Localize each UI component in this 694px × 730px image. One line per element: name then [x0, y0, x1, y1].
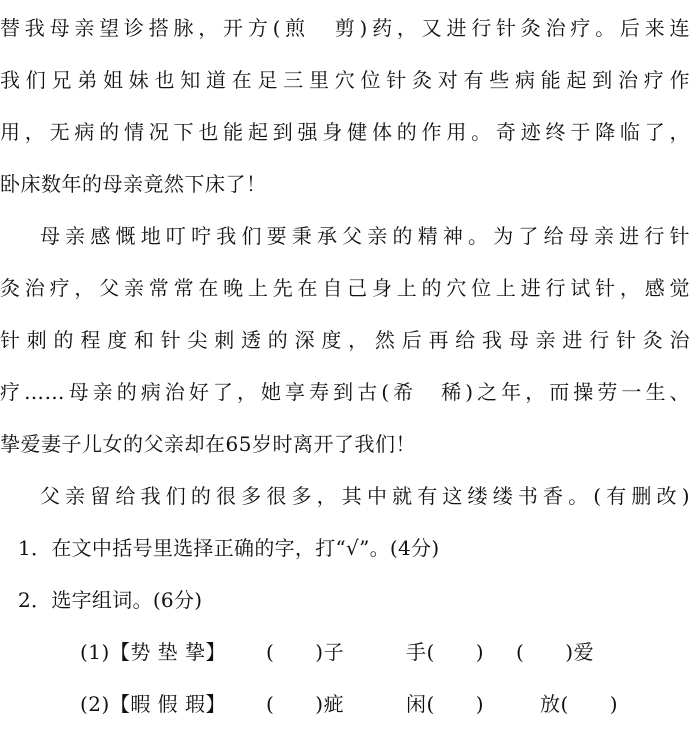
item-2-blank-2: 闲( )	[406, 692, 485, 716]
item-2-blank-3: 放( )	[540, 692, 619, 716]
item-1-blank-1: ( )子	[266, 640, 345, 664]
question-2-item-2	[80, 690, 640, 718]
item-1-blank-3: ( )爱	[516, 640, 595, 664]
passage-line-1: 替我母亲望诊搭脉，开方(煎 剪)药，又进行针灸治疗。后来连	[0, 16, 690, 40]
passage-line-5: 母亲感慨地叮咛我们要秉承父亲的精神。为了给母亲进行针	[40, 224, 690, 248]
passage-line-3: 用，无病的情况下也能起到强身健体的作用。奇迹终于降临了，	[0, 120, 690, 144]
passage-line-8: 疗……母亲的病治好了，她享寿到古(希 稀)之年，而操劳一生、	[0, 380, 690, 404]
passage-line-10: 父亲留给我们的很多很多，其中就有这缕缕书香。(有删改)	[40, 484, 690, 508]
question-2-item-1	[80, 638, 640, 666]
question-2: 2．选字组词。(6分)	[18, 588, 203, 612]
passage-line-2: 我们兄弟姐妹也知道在足三里穴位针灸对有些病能起到治疗作	[0, 68, 690, 92]
item-2-blank-1: ( )疵	[266, 692, 345, 716]
passage-line-6: 灸治疗，父亲常常在晚上先在自己身上的穴位上进行试针，感觉	[0, 276, 690, 300]
passage-line-7: 针刺的程度和针尖刺透的深度，然后再给我母亲进行针灸治	[0, 328, 690, 352]
passage-line-4: 卧床数年的母亲竟然下床了！	[0, 172, 267, 196]
item-2-prefix: (2)【暇 假 瑕】	[80, 692, 227, 716]
question-1: 1．在文中括号里选择正确的字，打“√”。(4分)	[18, 536, 440, 560]
passage-line-9: 挚爱妻子儿女的父亲却在65岁时离开了我们！	[0, 432, 416, 456]
item-1-blank-2: 手( )	[406, 640, 485, 664]
item-1-prefix: (1)【势 垫 挚】	[80, 640, 227, 664]
